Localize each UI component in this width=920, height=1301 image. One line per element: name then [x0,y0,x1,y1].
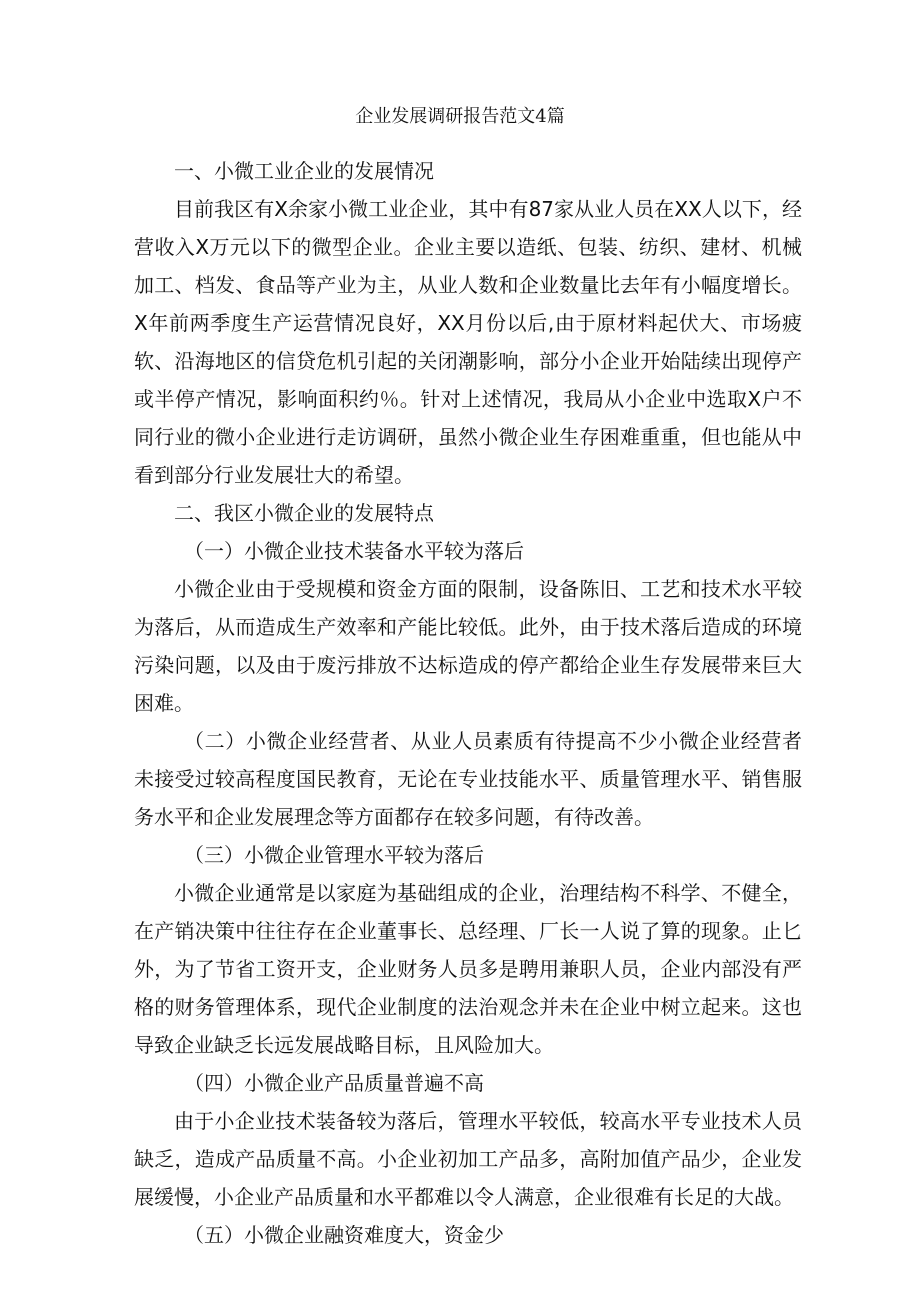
subsection-heading-3: （三）小微企业管理水平较为落后 [184,843,484,867]
body-paragraph: 由于小企业技术装备较为落后，管理水平较低，较高水平专业技术人员缺乏，造成产品质量不高。小企业初加工产品多，高附加值产品少，企业发展缓慢，小企业产品质量和水平都难以令人满意，企业很难有长足的大战。 [134,1109,802,1209]
body-paragraph: 目前我区有X余家小微工业企业，其中有87家从业人员在XX人以下，经营收入X万元以下的微型企业。企业主要以造纸、包装、纺织、建材、机械加工、档发、食品等产业为主，从业人数和企业数量比去年有小幅度增长。X年前两季度生产运营情况良好，XX月份以后,由于原材料起伏大、市场疲软、沿海地区的信贷危机引起的关闭潮影响，部分小企业开始陆续出现停产或半停产情况，影响面积约％。针对上述情况，我局从小企业中选取X户不同行业的微小企业进行走访调研，虽然小微企业生存困难重重，但也能从中看到部分行业发展壮大的希望。 [134,197,802,487]
subsection-heading-4: （四）小微企业产品质量普遍不高 [184,1071,484,1095]
subsection-heading-1: （一）小微企业技术装备水平较为落后 [184,539,524,563]
document-title: 企业发展调研报告范文4篇 [355,106,565,127]
body-paragraph: 小微企业通常是以家庭为基础组成的企业，治理结构不科学、不健全，在产销决策中往往存在企业董事长、总经理、厂长一人说了算的现象。止匕外，为了节省工资开支，企业财务人员多是聘用兼职人员，企业内部没有严格的财务管理体系，现代企业制度的法治观念并未在企业中树立起来。这也导致企业缺乏长远发展战略目标，且风险加大。 [134,881,802,1057]
body-paragraph: 小微企业由于受规模和资金方面的限制，设备陈旧、工艺和技术水平较为落后，从而造成生产效率和产能比较低。此外，由于技术落后造成的环境污染问题，以及由于废污排放不达标造成的停产都给企业生存发展带来巨大困难。 [134,577,802,715]
document-body [134,152,802,1254]
subsection-heading-5: （五）小微企业融资难度大，资金少 [184,1223,504,1247]
section-heading-2: 二、我区小微企业的发展特点 [174,501,434,525]
section-heading-1: 一、小微工业企业的发展情况 [174,159,434,183]
subsection-paragraph-2: （二）小微企业经营者、从业人员素质有待提高不少小微企业经营者未接受过较高程度国民教育，无论在专业技能水平、质量管理水平、销售服务水平和企业发展理念等方面都存在较多问题，有待改善。 [134,729,802,829]
